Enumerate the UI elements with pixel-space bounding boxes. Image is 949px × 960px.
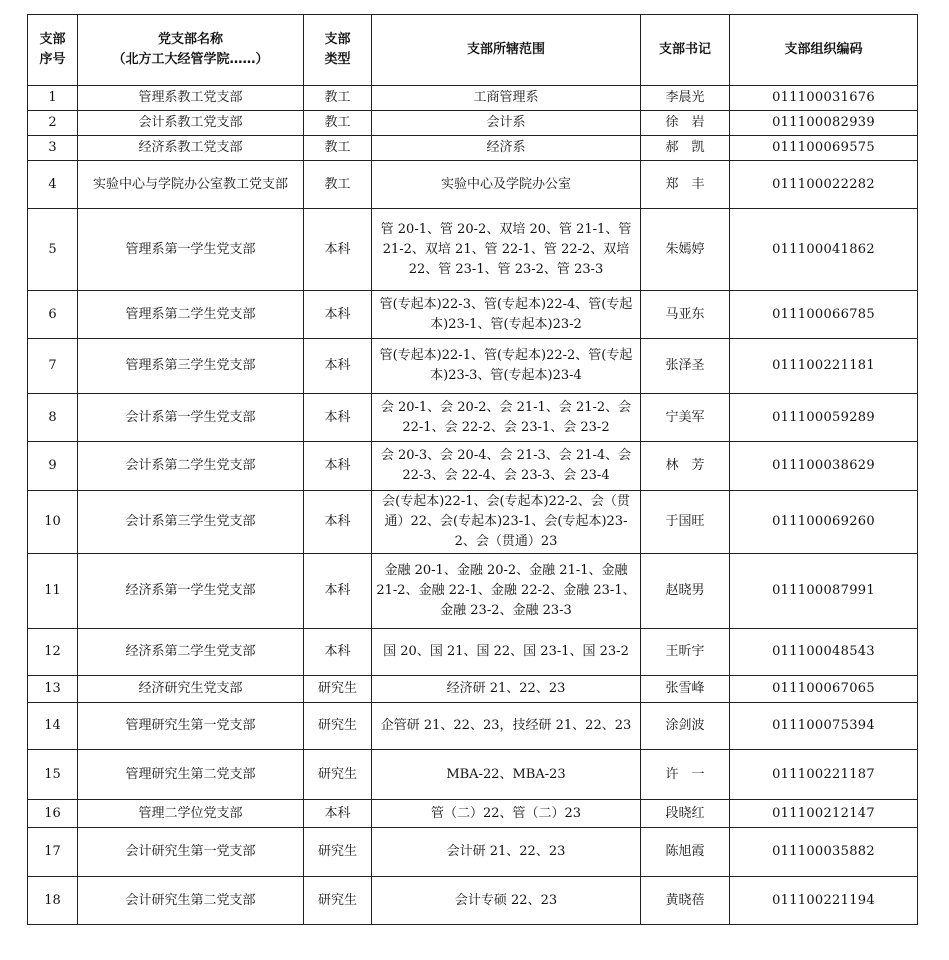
row-org-code: 011100075394 <box>730 703 918 750</box>
row-index: 11 <box>28 554 78 629</box>
row-org-code: 011100066785 <box>730 291 918 339</box>
row-branch-name: 管理系第一学生党支部 <box>78 209 304 291</box>
row-index: 2 <box>28 111 78 136</box>
row-scope: 企管研 21、22、23，技经研 21、22、23 <box>372 703 641 750</box>
row-scope: 会 20-3、会 20-4、会 21-3、会 21-4、会 22-3、会 22-4、会 23-3、会 23-4 <box>372 442 641 491</box>
row-secretary: 于国旺 <box>641 491 730 554</box>
row-org-code: 011100022282 <box>730 161 918 209</box>
row-branch-type: 本科 <box>304 394 372 442</box>
row-branch-name: 管理研究生第一党支部 <box>78 703 304 750</box>
row-branch-type: 教工 <box>304 161 372 209</box>
row-index: 15 <box>28 750 78 800</box>
row-secretary: 涂剑波 <box>641 703 730 750</box>
row-org-code: 011100069260 <box>730 491 918 554</box>
row-branch-type: 研究生 <box>304 703 372 750</box>
table-row <box>28 136 918 161</box>
row-scope: 会(专起本)22-1、会(专起本)22-2、会（贯通）22、会(专起本)23-1、会(专起本)23-2、会（贯通）23 <box>372 491 641 554</box>
row-branch-type: 本科 <box>304 209 372 291</box>
row-branch-name: 会计系第一学生党支部 <box>78 394 304 442</box>
row-org-code: 011100041862 <box>730 209 918 291</box>
table-row <box>28 86 918 111</box>
row-index: 10 <box>28 491 78 554</box>
row-org-code: 011100087991 <box>730 554 918 629</box>
header-scope: 支部所辖范围 <box>372 15 641 86</box>
row-secretary: 徐 岩 <box>641 111 730 136</box>
table-row <box>28 703 918 750</box>
row-secretary: 郝 凯 <box>641 136 730 161</box>
row-index: 9 <box>28 442 78 491</box>
row-secretary: 陈旭霞 <box>641 828 730 877</box>
party-branch-table <box>27 14 918 925</box>
row-org-code: 011100067065 <box>730 676 918 703</box>
row-secretary: 段晓红 <box>641 800 730 828</box>
row-index: 7 <box>28 339 78 394</box>
row-branch-name: 会计系第三学生党支部 <box>78 491 304 554</box>
row-scope: 管 20-1、管 20-2、双培 20、管 21-1、管 21-2、双培 21、管 22-1、管 22-2、双培 22、管 23-1、管 23-2、管 23-3 <box>372 209 641 291</box>
row-branch-name: 经济系第二学生党支部 <box>78 629 304 676</box>
row-index: 13 <box>28 676 78 703</box>
row-branch-type: 本科 <box>304 442 372 491</box>
table-row <box>28 750 918 800</box>
row-secretary: 郑 丰 <box>641 161 730 209</box>
row-branch-name: 会计研究生第二党支部 <box>78 877 304 925</box>
row-scope: 会计研 21、22、23 <box>372 828 641 877</box>
row-index: 18 <box>28 877 78 925</box>
row-scope: 经济研 21、22、23 <box>372 676 641 703</box>
row-secretary: 张泽圣 <box>641 339 730 394</box>
header-secretary: 支部书记 <box>641 15 730 86</box>
row-scope: 会计系 <box>372 111 641 136</box>
row-branch-name: 管理系教工党支部 <box>78 86 304 111</box>
row-index: 12 <box>28 629 78 676</box>
row-index: 1 <box>28 86 78 111</box>
row-branch-name: 经济系教工党支部 <box>78 136 304 161</box>
row-scope: 管(专起本)22-1、管(专起本)22-2、管(专起本)23-3、管(专起本)23-4 <box>372 339 641 394</box>
row-secretary: 许 一 <box>641 750 730 800</box>
table-row <box>28 629 918 676</box>
table-row <box>28 209 918 291</box>
row-secretary: 赵晓男 <box>641 554 730 629</box>
row-scope: 管(专起本)22-3、管(专起本)22-4、管(专起本)23-1、管(专起本)23-2 <box>372 291 641 339</box>
row-branch-type: 本科 <box>304 291 372 339</box>
row-scope: 经济系 <box>372 136 641 161</box>
row-branch-type: 研究生 <box>304 750 372 800</box>
row-org-code: 011100221194 <box>730 877 918 925</box>
row-branch-name: 管理二学位党支部 <box>78 800 304 828</box>
row-branch-name: 会计系教工党支部 <box>78 111 304 136</box>
row-branch-name: 管理系第二学生党支部 <box>78 291 304 339</box>
row-org-code: 011100048543 <box>730 629 918 676</box>
row-scope: 工商管理系 <box>372 86 641 111</box>
row-branch-name: 实验中心与学院办公室教工党支部 <box>78 161 304 209</box>
header-branch-type: 支部 类型 <box>304 15 372 86</box>
row-branch-type: 本科 <box>304 800 372 828</box>
table-row <box>28 491 918 554</box>
row-org-code: 011100038629 <box>730 442 918 491</box>
row-index: 14 <box>28 703 78 750</box>
table-row <box>28 828 918 877</box>
row-branch-name: 经济系第一学生党支部 <box>78 554 304 629</box>
row-branch-type: 教工 <box>304 86 372 111</box>
row-branch-name: 经济研究生党支部 <box>78 676 304 703</box>
row-scope: 金融 20-1、金融 20-2、金融 21-1、金融 21-2、金融 22-1、金融 22-2、金融 23-1、金融 23-2、金融 23-3 <box>372 554 641 629</box>
row-branch-type: 本科 <box>304 491 372 554</box>
header-org-code: 支部组织编码 <box>730 15 918 86</box>
table-row <box>28 800 918 828</box>
row-org-code: 011100059289 <box>730 394 918 442</box>
table-row <box>28 394 918 442</box>
row-org-code: 011100035882 <box>730 828 918 877</box>
row-secretary: 朱嫣婷 <box>641 209 730 291</box>
row-index: 4 <box>28 161 78 209</box>
row-branch-type: 研究生 <box>304 828 372 877</box>
row-branch-type: 本科 <box>304 554 372 629</box>
row-index: 8 <box>28 394 78 442</box>
row-branch-name: 会计系第二学生党支部 <box>78 442 304 491</box>
row-org-code: 011100069575 <box>730 136 918 161</box>
row-branch-name: 管理研究生第二党支部 <box>78 750 304 800</box>
row-org-code: 011100221181 <box>730 339 918 394</box>
header-index: 支部 序号 <box>28 15 78 86</box>
row-branch-type: 教工 <box>304 136 372 161</box>
row-branch-name: 管理系第三学生党支部 <box>78 339 304 394</box>
row-secretary: 王昕宇 <box>641 629 730 676</box>
row-branch-type: 研究生 <box>304 676 372 703</box>
row-org-code: 011100212147 <box>730 800 918 828</box>
row-branch-name: 会计研究生第一党支部 <box>78 828 304 877</box>
table-row <box>28 877 918 925</box>
table-header-row <box>28 15 918 86</box>
row-scope: 国 20、国 21、国 22、国 23-1、国 23-2 <box>372 629 641 676</box>
row-index: 16 <box>28 800 78 828</box>
row-secretary: 宁美军 <box>641 394 730 442</box>
row-scope: 管（二）22、管（二）23 <box>372 800 641 828</box>
row-org-code: 011100082939 <box>730 111 918 136</box>
table-row <box>28 442 918 491</box>
table-row <box>28 111 918 136</box>
row-scope: 会 20-1、会 20-2、会 21-1、会 21-2、会 22-1、会 22-2、会 23-1、会 23-2 <box>372 394 641 442</box>
header-branch-name: 党支部名称 （北方工大经管学院……） <box>78 15 304 86</box>
row-index: 17 <box>28 828 78 877</box>
row-scope: 会计专硕 22、23 <box>372 877 641 925</box>
row-index: 5 <box>28 209 78 291</box>
row-secretary: 黄晓蓓 <box>641 877 730 925</box>
row-org-code: 011100031676 <box>730 86 918 111</box>
row-branch-type: 教工 <box>304 111 372 136</box>
table-row <box>28 291 918 339</box>
row-index: 6 <box>28 291 78 339</box>
row-branch-type: 研究生 <box>304 877 372 925</box>
row-secretary: 林 芳 <box>641 442 730 491</box>
row-index: 3 <box>28 136 78 161</box>
row-secretary: 马亚东 <box>641 291 730 339</box>
row-scope: 实验中心及学院办公室 <box>372 161 641 209</box>
row-branch-type: 本科 <box>304 629 372 676</box>
table-row <box>28 676 918 703</box>
table-row <box>28 161 918 209</box>
table-row <box>28 339 918 394</box>
table-row <box>28 554 918 629</box>
row-branch-type: 本科 <box>304 339 372 394</box>
row-secretary: 李晨光 <box>641 86 730 111</box>
row-scope: MBA-22、MBA-23 <box>372 750 641 800</box>
row-secretary: 张雪峰 <box>641 676 730 703</box>
row-org-code: 011100221187 <box>730 750 918 800</box>
